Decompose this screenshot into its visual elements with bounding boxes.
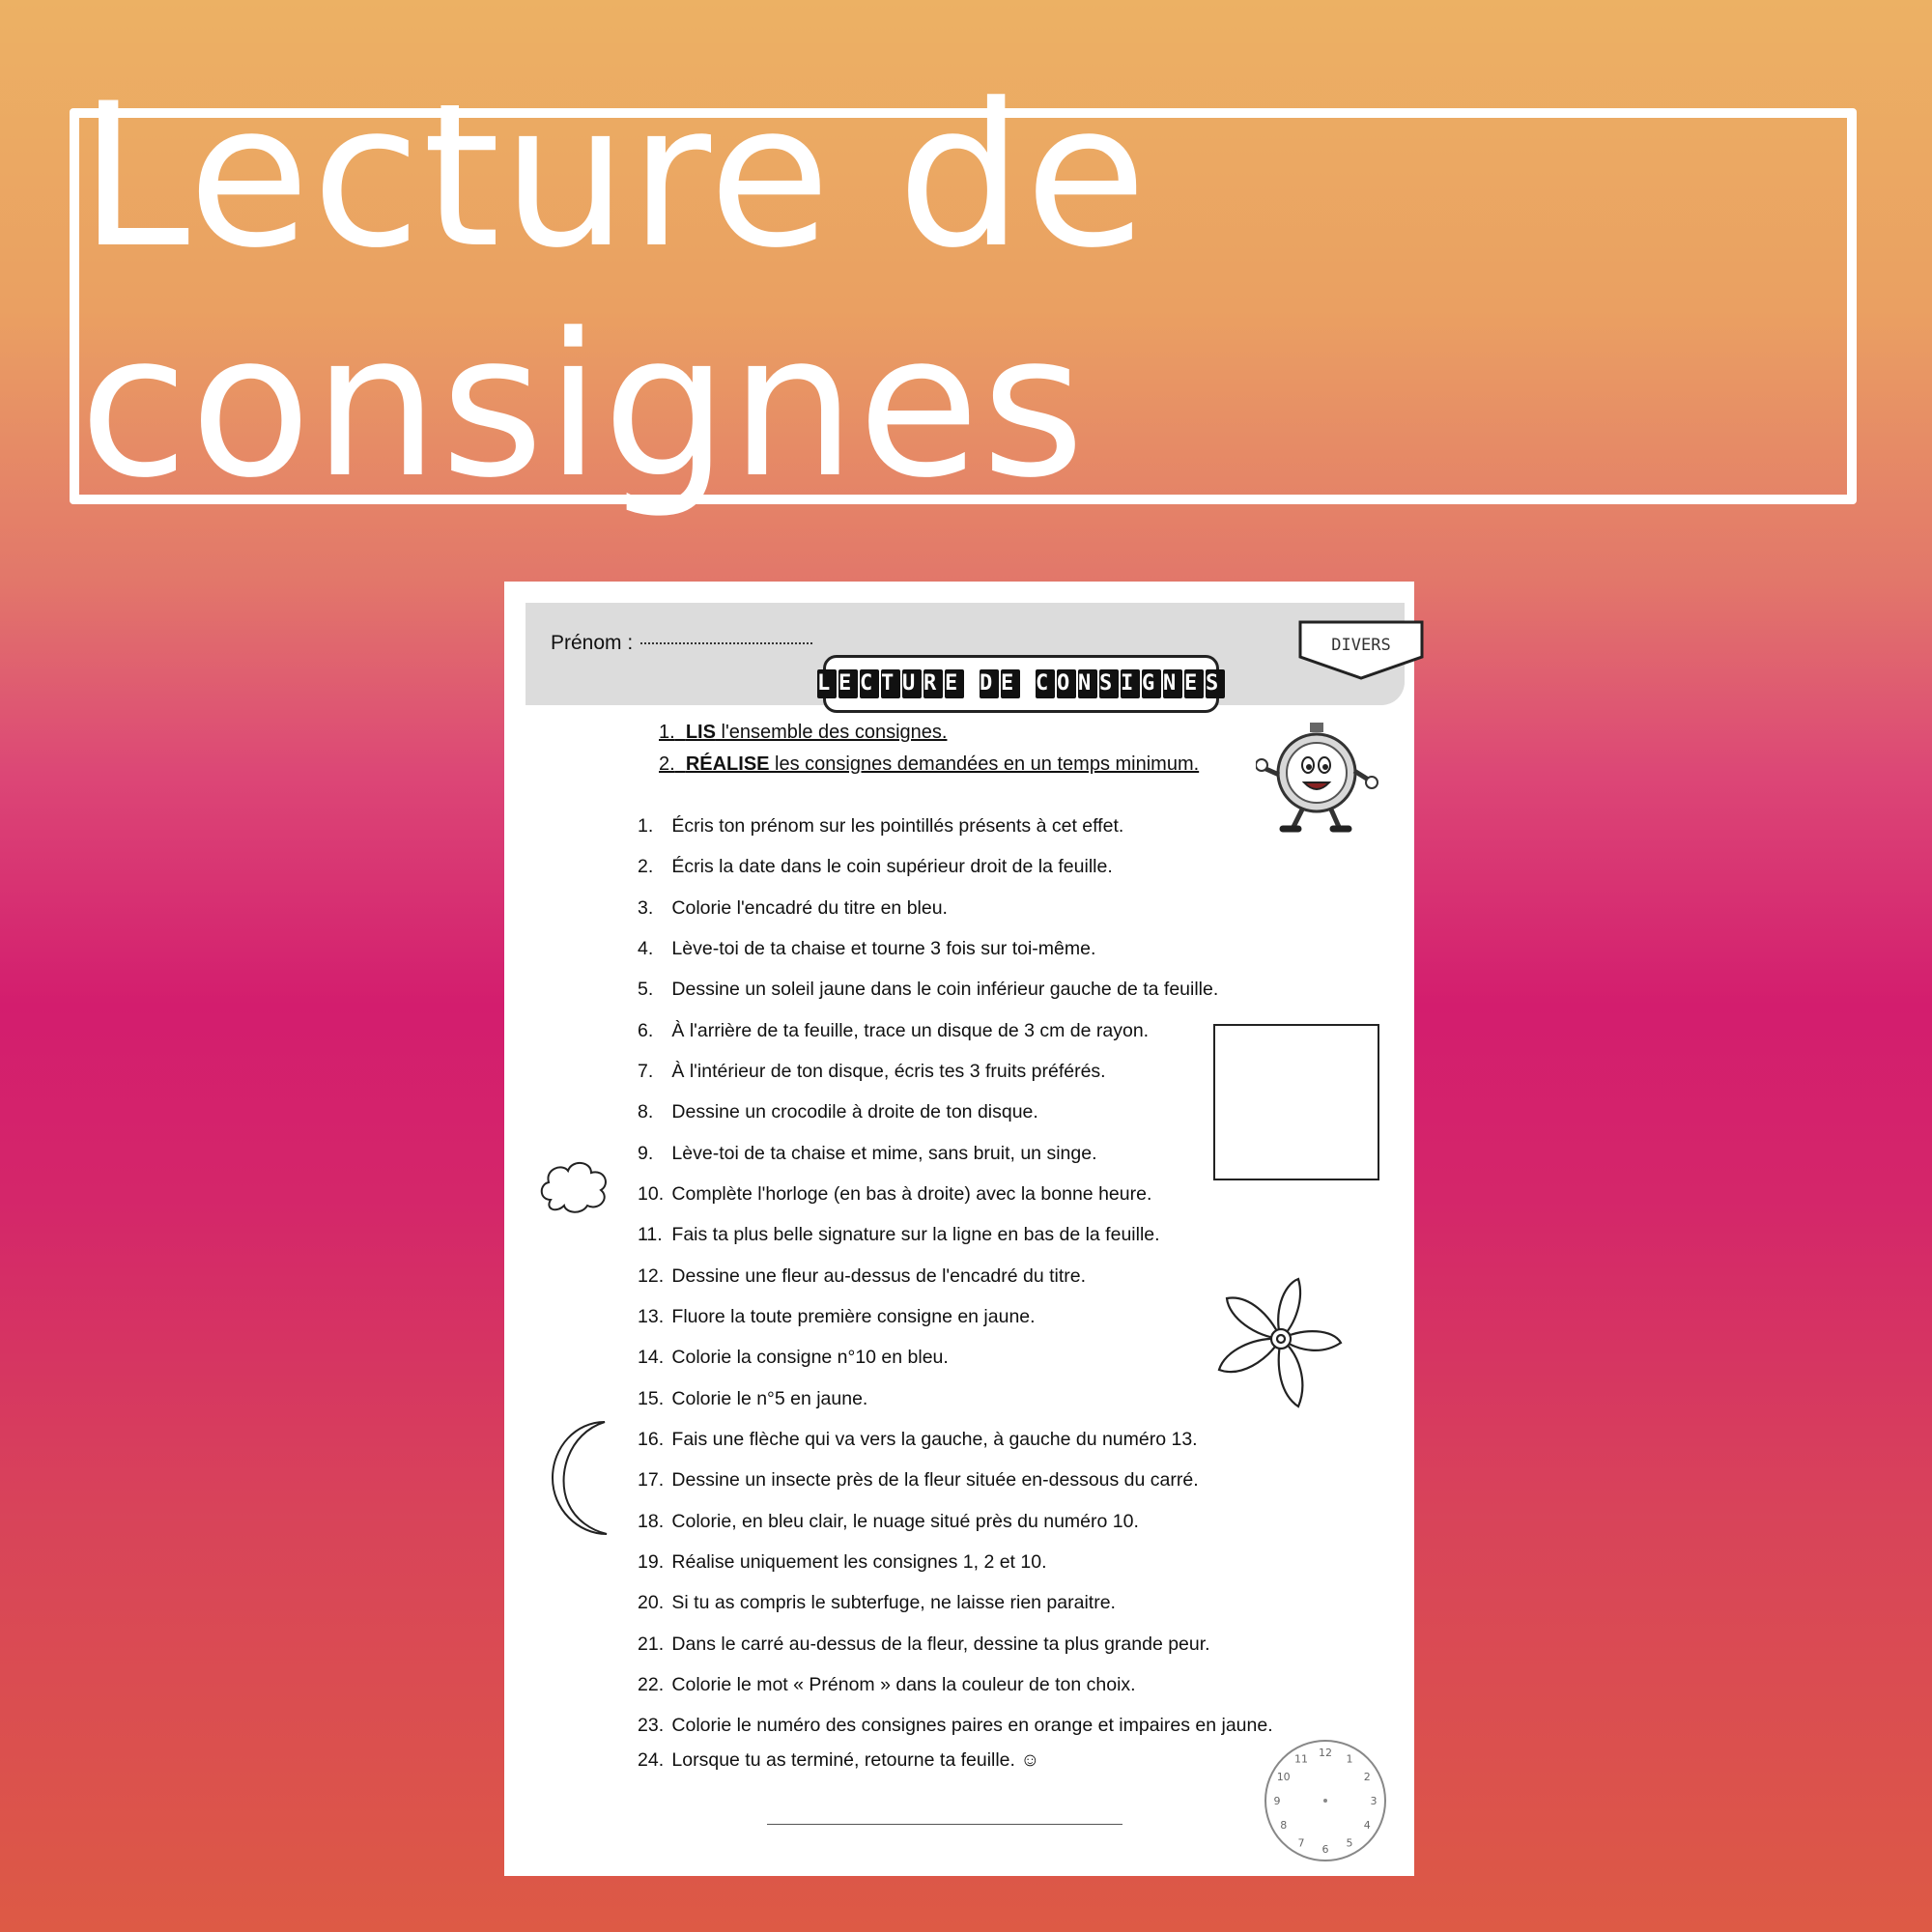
- title-banner: [70, 62, 1857, 522]
- instruction-item: [638, 938, 1095, 960]
- instruction-number: 2.: [638, 856, 654, 877]
- instruction-number: 15.: [638, 1388, 665, 1409]
- instruction-text: Colorie la consigne n°10 en bleu.: [667, 1347, 949, 1368]
- instruction-number: 10.: [638, 1183, 665, 1205]
- drawing-square: [1213, 1024, 1379, 1180]
- instruction-number: 8.: [638, 1101, 654, 1122]
- intro-steps: [659, 717, 1199, 781]
- instruction-text: Dessine une fleur au-dessus de l'encadré du titre.: [667, 1265, 1087, 1287]
- instruction-number: 17.: [638, 1469, 665, 1491]
- prenom-field: [551, 632, 812, 655]
- instruction-text: Colorie, en bleu clair, le nuage situé près du numéro 10.: [667, 1511, 1139, 1532]
- clock-number: 6: [1321, 1843, 1329, 1856]
- instruction-text: Dans le carré au-dessus de la fleur, dessine ta plus grande peur.: [667, 1634, 1210, 1655]
- instruction-text: À l'arrière de ta feuille, trace un disque de 3 cm de rayon.: [667, 1020, 1150, 1041]
- title-letter: R: [923, 669, 943, 698]
- instruction-number: 19.: [638, 1551, 665, 1573]
- title-letter: I: [1121, 669, 1140, 698]
- title-letter: G: [1142, 669, 1161, 698]
- instruction-text: Lève-toi de ta chaise et mime, sans bruit, un singe.: [667, 1143, 1097, 1164]
- title-letter: E: [1001, 669, 1020, 698]
- instruction-number: 24.: [638, 1749, 665, 1771]
- clock-number: 9: [1273, 1795, 1281, 1807]
- instruction-text: Colorie le mot « Prénom » dans la couleur de ton choix.: [667, 1674, 1136, 1695]
- instruction-text: Écris la date dans le coin supérieur droit de la feuille.: [667, 856, 1113, 877]
- crescent-moon-icon: [549, 1418, 611, 1538]
- title-letter: D: [980, 669, 999, 698]
- clock-number: 4: [1363, 1819, 1371, 1832]
- instruction-text: Dessine un insecte près de la fleur située en-dessous du carré.: [667, 1469, 1199, 1491]
- clock-number: 5: [1346, 1836, 1353, 1850]
- instruction-text: Fais ta plus belle signature sur la ligne en bas de la feuille.: [667, 1224, 1160, 1245]
- instruction-text: Réalise uniquement les consignes 1, 2 et 10.: [667, 1551, 1047, 1573]
- instruction-item: [638, 1101, 1038, 1123]
- instruction-number: 4.: [638, 938, 654, 959]
- instruction-item: [638, 1061, 1106, 1083]
- title-letter: L: [817, 669, 837, 698]
- title-letter: [1021, 669, 1035, 698]
- worksheet: [504, 582, 1414, 1876]
- clock-icon: [1262, 1737, 1389, 1864]
- title-letter: E: [838, 669, 858, 698]
- title-letter: N: [1163, 669, 1182, 698]
- instruction-number: 21.: [638, 1634, 665, 1655]
- title-letter: O: [1057, 669, 1076, 698]
- instruction-text: Écris ton prénom sur les pointillés présents à cet effet.: [667, 815, 1124, 837]
- instruction-item: [638, 1143, 1096, 1165]
- intro-step-2: 2. RÉALISE les consignes demandées en un temps minimum.: [659, 753, 1200, 775]
- clock-number: 1: [1346, 1752, 1353, 1766]
- instruction-text: Lève-toi de ta chaise et tourne 3 fois sur toi-même.: [667, 938, 1096, 959]
- worksheet-title-box: [817, 655, 1219, 713]
- instruction-item: [638, 1183, 1151, 1206]
- instruction-text: À l'intérieur de ton disque, écris tes 3 fruits préférés.: [667, 1061, 1106, 1082]
- instruction-item: [638, 897, 948, 920]
- instruction-number: 13.: [638, 1306, 665, 1327]
- instruction-number: 9.: [638, 1143, 654, 1164]
- instruction-item: [638, 1469, 1199, 1492]
- title-letter: S: [1099, 669, 1119, 698]
- instruction-item: [638, 1224, 1160, 1246]
- title-letter: N: [1078, 669, 1097, 698]
- instruction-item: [638, 1674, 1136, 1696]
- instruction-text: Fais une flèche qui va vers la gauche, à gauche du numéro 13.: [667, 1429, 1198, 1450]
- instruction-item: [638, 1429, 1198, 1451]
- title-letter: [965, 669, 979, 698]
- title-letter: U: [902, 669, 922, 698]
- instruction-text: Colorie l'encadré du titre en bleu.: [667, 897, 948, 919]
- instruction-number: 23.: [638, 1715, 665, 1736]
- instruction-item: [638, 856, 1113, 878]
- instruction-number: 11.: [638, 1224, 663, 1245]
- worksheet-title: [816, 669, 1226, 698]
- title-letter: T: [881, 669, 900, 698]
- title-letter: S: [1206, 669, 1225, 698]
- title-letter: C: [860, 669, 879, 698]
- clock-number: 2: [1363, 1771, 1371, 1783]
- instruction-item: [638, 1388, 867, 1410]
- instruction-number: 6.: [638, 1020, 654, 1041]
- instruction-item: [638, 1265, 1086, 1288]
- title-letter: E: [945, 669, 964, 698]
- flower-icon: [1215, 1275, 1347, 1412]
- banner-title: Lecture de consignes: [79, 62, 1150, 522]
- instruction-item: [638, 1020, 1149, 1042]
- category-tag-label: DIVERS: [1331, 636, 1391, 655]
- clock-number: 10: [1276, 1771, 1291, 1783]
- instruction-number: 18.: [638, 1511, 665, 1532]
- clock-number: 12: [1319, 1747, 1332, 1759]
- instruction-text: Lorsque tu as terminé, retourne ta feuille. ☺: [667, 1749, 1040, 1771]
- instruction-item: [638, 1551, 1047, 1574]
- instruction-text: Si tu as compris le subterfuge, ne laisse rien paraitre.: [667, 1592, 1116, 1613]
- instruction-number: 5.: [638, 979, 654, 1000]
- instruction-item: [638, 1511, 1139, 1533]
- worksheet-header: [526, 603, 1405, 705]
- instruction-item: [638, 1347, 949, 1369]
- prenom-label: Prénom :: [551, 632, 634, 654]
- clock-number: 11: [1294, 1752, 1308, 1766]
- instruction-number: 16.: [638, 1429, 665, 1450]
- instruction-item: [638, 1749, 1039, 1772]
- instruction-item: [638, 979, 1218, 1001]
- instruction-number: 22.: [638, 1674, 665, 1695]
- cloud-icon: [537, 1155, 612, 1217]
- instruction-item: [638, 815, 1123, 838]
- instruction-text: Colorie le n°5 en jaune.: [667, 1388, 868, 1409]
- title-letter: C: [1036, 669, 1055, 698]
- clock-number: 7: [1297, 1836, 1305, 1850]
- prenom-dotted-line: [640, 642, 812, 644]
- instruction-text: Dessine un soleil jaune dans le coin inférieur gauche de ta feuille.: [667, 979, 1219, 1000]
- title-letter: E: [1184, 669, 1204, 698]
- instruction-text: Dessine un crocodile à droite de ton disque.: [667, 1101, 1038, 1122]
- instruction-number: 14.: [638, 1347, 665, 1368]
- clock-number: 8: [1280, 1819, 1288, 1832]
- instruction-item: [638, 1634, 1210, 1656]
- instruction-item: [638, 1306, 1036, 1328]
- instruction-text: Colorie le numéro des consignes paires en orange et impaires en jaune.: [667, 1715, 1273, 1736]
- instruction-number: 1.: [638, 815, 654, 837]
- instruction-number: 7.: [638, 1061, 654, 1082]
- instruction-number: 12.: [638, 1265, 665, 1287]
- intro-step-1: 1. LIS l'ensemble des consignes.: [659, 722, 948, 743]
- stopwatch-mascot-icon: [1256, 717, 1379, 837]
- signature-line: [767, 1824, 1122, 1825]
- instruction-text: Complète l'horloge (en bas à droite) avec la bonne heure.: [667, 1183, 1152, 1205]
- instruction-item: [638, 1715, 1273, 1737]
- instruction-number: 20.: [638, 1592, 665, 1613]
- instruction-text: Fluore la toute première consigne en jaune.: [667, 1306, 1036, 1327]
- instruction-number: 3.: [638, 897, 654, 919]
- instruction-item: [638, 1592, 1116, 1614]
- clock-number: 3: [1370, 1795, 1378, 1807]
